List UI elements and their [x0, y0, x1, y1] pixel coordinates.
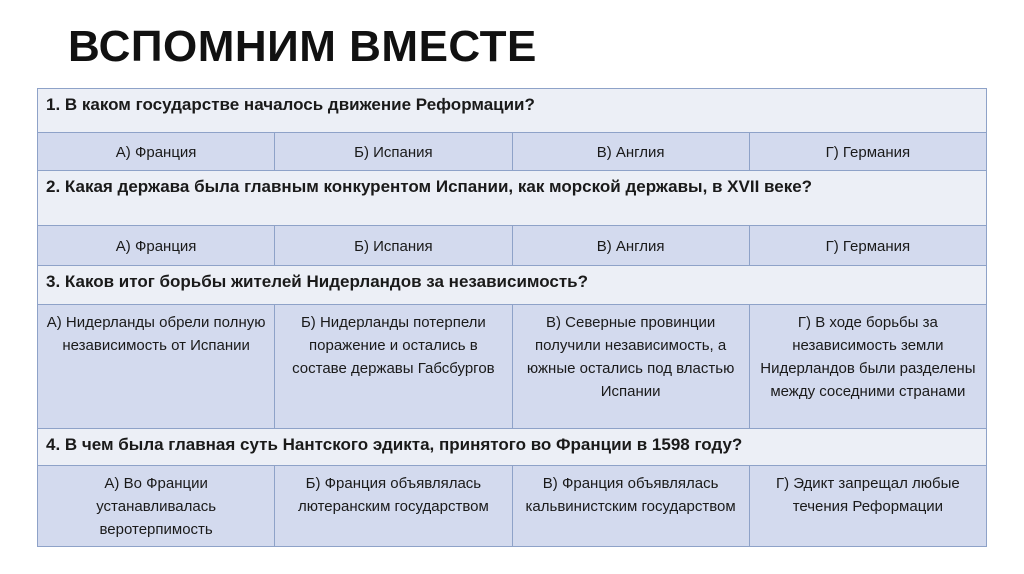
question-row — [38, 266, 987, 305]
question-row — [38, 89, 987, 133]
answer-option: Г) Германия — [749, 133, 986, 171]
answer-option: А) Нидерланды обрели полную независимость от Испании — [38, 305, 275, 429]
question-text: 2. Какая держава была главным конкурентом Испании, как морской державы, в XVII веке? — [38, 171, 987, 226]
answer-option: Б) Франция объявлялась лютеранским государством — [275, 466, 512, 547]
answer-option: Б) Нидерланды потерпели поражение и остались в составе державы Габсбургов — [275, 305, 512, 429]
question-row — [38, 171, 987, 226]
answer-option: А) Франция — [38, 226, 275, 266]
question-text: 3. Каков итог борьбы жителей Нидерландов за независимость? — [38, 266, 987, 305]
question-text: 4. В чем была главная суть Нантского эдикта, принятого во Франции в 1598 году? — [38, 429, 987, 466]
answers-row — [38, 466, 987, 547]
answer-option: А) Франция — [38, 133, 275, 171]
answer-option: В) Англия — [512, 133, 749, 171]
quiz-table — [37, 88, 987, 547]
answer-option: В) Англия — [512, 226, 749, 266]
answers-row — [38, 226, 987, 266]
answer-option: Г) Эдикт запрещал любые течения Реформации — [749, 466, 986, 547]
answer-option: Г) В ходе борьбы за независимость земли Нидерландов были разделены между соседними странами — [749, 305, 986, 429]
slide-title: ВСПОМНИМ ВМЕСТЕ — [68, 22, 537, 71]
answers-row — [38, 305, 987, 429]
answer-option: В) Северные провинции получили независимость, а южные остались под властью Испании — [512, 305, 749, 429]
answers-row — [38, 133, 987, 171]
answer-option: Б) Испания — [275, 133, 512, 171]
answer-option: А) Во Франции устанавливалась веротерпимость — [38, 466, 275, 547]
answer-option: В) Франция объявлялась кальвинистским государством — [512, 466, 749, 547]
question-row — [38, 429, 987, 466]
answer-option: Б) Испания — [275, 226, 512, 266]
answer-option: Г) Германия — [749, 226, 986, 266]
question-text: 1. В каком государстве началось движение Реформации? — [38, 89, 987, 133]
